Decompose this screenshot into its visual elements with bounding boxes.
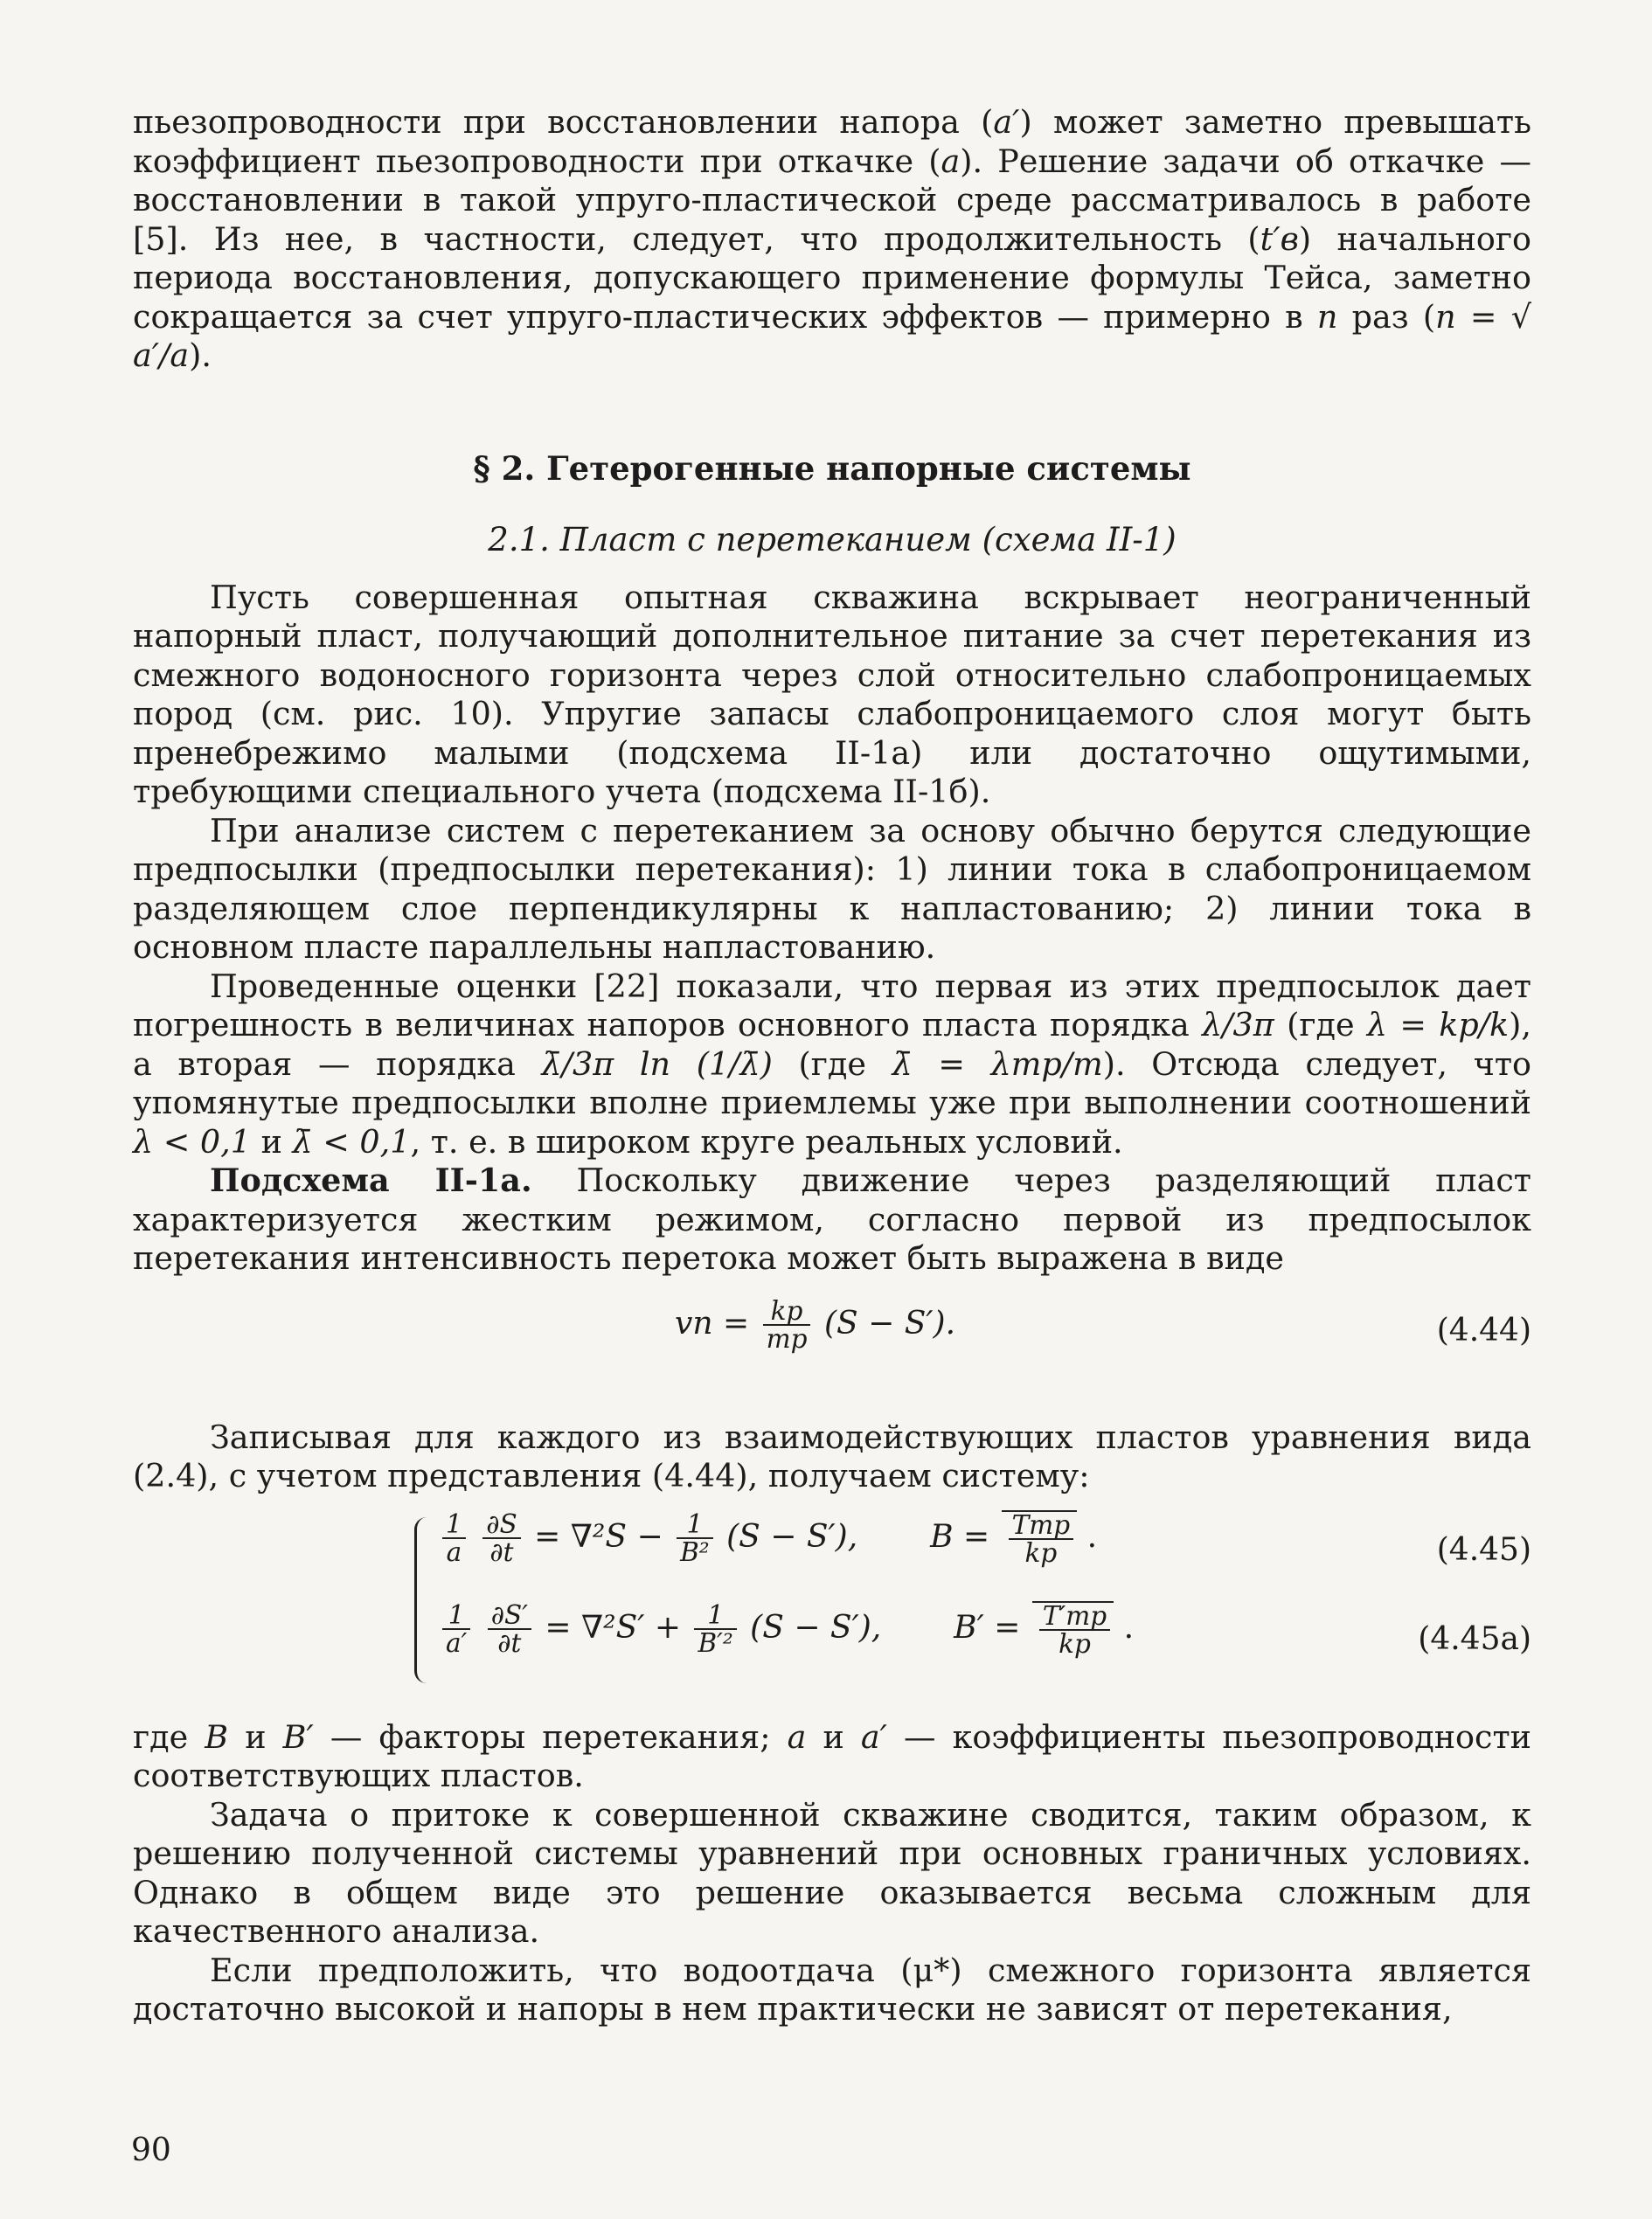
subscheme-runin: Подсхема II-1а. — [210, 1162, 532, 1199]
equation-4-45a: $\frac{1}{a'}$ $\frac{\partial S'}{\partial t}$ = ∇²S′ + $\frac{1}{\text{B′²}}$ (S − S′), B′ = $\frac{T'mр}{kр}$ . — [439, 1601, 1134, 1659]
system-brace — [414, 1517, 433, 1683]
subsection-heading: 2.1. Пласт с перетеканием (схема II-1) — [488, 520, 1177, 558]
paragraph-scheme-intro: Пусть совершенная опытная скважина вскрывает неограниченный напорный пласт, получающий дополнительное питание за счет перетекания из смежного водоносного горизонта через слой относительно слабопроницаемых пород (см. рис. 10). Упругие запасы слабопроницаемого слоя могут быть пренебрежимо малыми (подсхема II-1а) или достаточно ощутимыми, требующими специального учета (подсхема II-1б). — [133, 578, 1531, 810]
paragraph-subscheme: Подсхема II-1а. Поскольку движение через разделяющий пласт характеризуется жестким режимом, согласно первой из предпосылок перетекания интенсивность перетока может быть выражена в виде — [133, 1162, 1531, 1277]
equation-system-4-45 — [133, 1510, 1531, 1694]
page-body — [133, 103, 1531, 2029]
sqrt-sign: $\frac{T'mр}{kр}$ — [1032, 1601, 1114, 1659]
paragraph-assumptions: При анализе систем с перетеканием за основу обычно берутся следующие предпосылки (предпосылки перетекания): 1) линии тока в слабопроницаемом разделяющем слое перпендикулярны к напластованию; 2) линии тока в основном пласте параллельны напластованию. — [133, 811, 1531, 966]
page-number: 90 — [131, 2132, 171, 2168]
equation-4-44-expression: vп = $\frac{kр}{mр}$ (S − S′). — [675, 1295, 956, 1355]
fraction: $\frac{kр}{mр}$ — [763, 1298, 811, 1354]
equation-number: (4.45а) — [1418, 1620, 1531, 1657]
section-heading: § 2. Гетерогенные напорные системы — [473, 448, 1191, 488]
equation-4-44 — [133, 1289, 1531, 1385]
paragraph-where: где B и B′ — факторы перетекания; a и a′ — коэффициенты пьезопроводности соответствующих пластов. — [133, 1717, 1531, 1794]
equation-4-45: $\frac{1}{a}$ $\frac{\partial S}{\partial t}$ = ∇²S − $\frac{1}{\text{B²}}$ (S − S′), B = $\frac{\text{Tmр}}{kр}$ . — [439, 1510, 1097, 1568]
paragraph-problem: Задача о притоке к совершенной скважине сводится, таким образом, к решению полученной системы уравнений при основных граничных условиях. Однако в общем виде это решение оказывается весьма сложным для качественного анализа. — [133, 1795, 1531, 1950]
paragraph-continued: пьезопроводности при восстановлении напора (a′) может заметно превышать коэффициент пьезопроводности при откачке (a). Решение задачи об откачке — восстановлении в такой упруго-пластической среде рассматривалось в работе [5]. Из нее, в частности, следует, что продолжительность (t′в) начального периода восстановления, допускающего применение формулы Тейса, заметно сокращается за счет упруго-пластических эффектов — примерно в n раз (n = √ a′/a). — [133, 103, 1531, 374]
paragraph-assumption-high-yield: Если предположить, что водоотдача (μ*) смежного горизонта является достаточно высокой и напоры в нем практически не зависят от перетекания, — [133, 1951, 1531, 2028]
paragraph-system-intro: Записывая для каждого из взаимодействующих пластов уравнения вида (2.4), с учетом представления (4.44), получаем систему: — [133, 1418, 1531, 1494]
equation-number: (4.45) — [1436, 1531, 1531, 1568]
sqrt-sign: $\frac{\text{Tmр}}{kр}$ — [1002, 1510, 1078, 1568]
equation-number: (4.44) — [1436, 1312, 1531, 1349]
paragraph-estimates: Проведенные оценки [22] показали, что первая из этих предпосылок дает погрешность в величинах напоров основного пласта порядка λ/3π (где λ = kр/k), а вторая — порядка λ̄/3π ln (1/λ̄) (где λ̄ = λmр/m). Отсюда следует, что упомянутые предпосылки вполне приемлемы уже при выполнении соотношений λ < 0,1 и λ̄ < 0,1, т. е. в широком круге реальных условий. — [133, 967, 1531, 1161]
